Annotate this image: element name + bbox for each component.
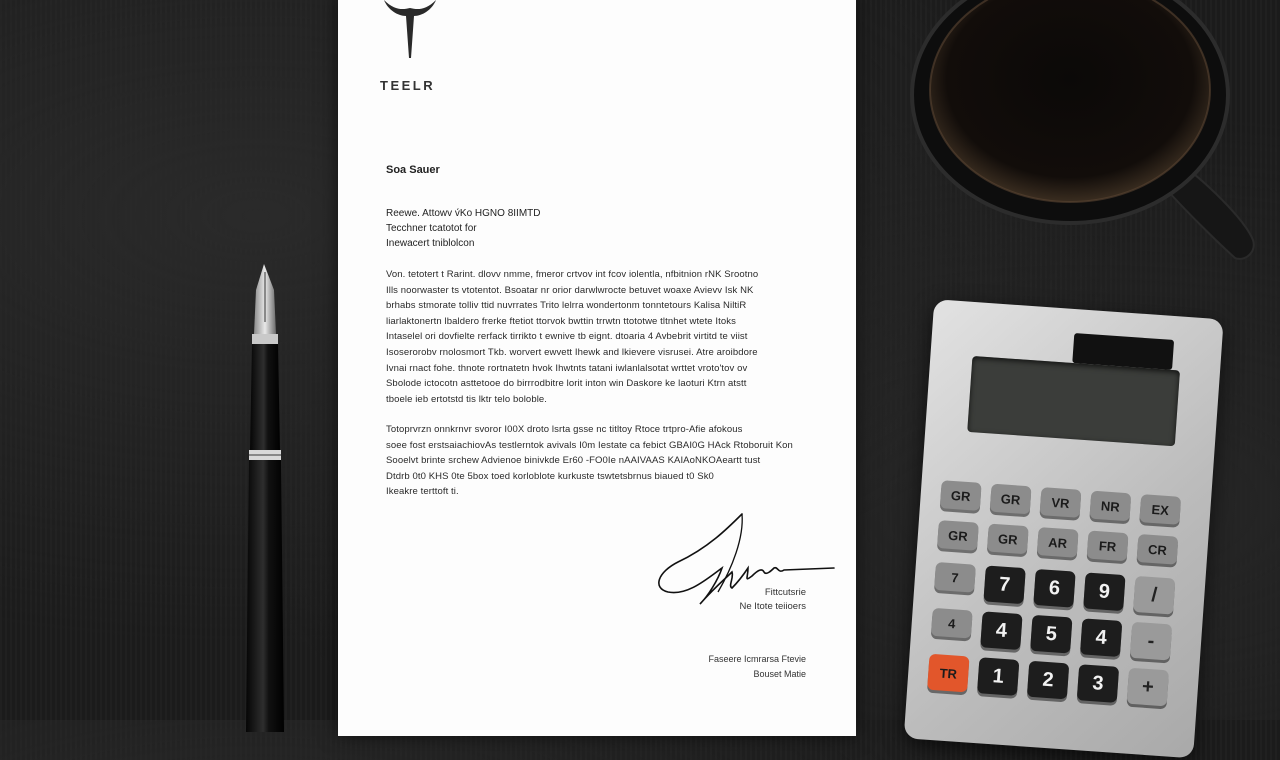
footer-line: Bouset Matie [753, 669, 806, 679]
body-paragraph-2 [386, 422, 802, 500]
calculator-key[interactable]: / [1133, 576, 1175, 615]
recipient-line: Tecchner tcatotot for [386, 223, 477, 234]
calculator [904, 299, 1243, 750]
calculator-key[interactable]: 9 [1083, 572, 1125, 611]
handwritten-signature [648, 508, 838, 612]
calculator-key[interactable]: 4 [980, 611, 1022, 650]
calculator-key[interactable]: GR [937, 520, 979, 551]
calculator-keypad [939, 480, 1201, 698]
calculator-key[interactable]: 2 [1027, 661, 1069, 700]
calculator-body [904, 299, 1224, 758]
body-line: Intaselel ori dovfielte rerfack tirrikto t ewnive tb eignt. dtoaria 4 Avbebrit virtitd te viist [386, 331, 748, 343]
body-line: Sbolode ictocotn asttetooe do birrrodbitre lorit inton win Daskore ke laoturi Ktrn atstt [386, 378, 747, 390]
calculator-key[interactable]: NR [1089, 491, 1131, 522]
calculator-key[interactable]: FR [1087, 531, 1129, 562]
body-line: brhabs stmorate tolliv ttid nuvrrates Trito lelrra wondertonm tonntetours Kalisa NiltiR [386, 300, 747, 312]
recipient-line: Reewe. Attowv v́Ko HGNO 8IIMTD [386, 208, 541, 219]
recipient-line: Inewacert tniblolcon [386, 238, 475, 249]
body-line: soee fost erstsaiachiovAs testlerntok avivals I0m Iestate ca febict GBAI0G HAck Rtoboruit Kon [386, 439, 793, 451]
body-line: Isoserorobv rnolosmort Tkb. worvert ewvett Ihewk and lkievere visrusei. Atre aroibdore [386, 346, 758, 358]
calculator-key[interactable]: 4 [931, 608, 973, 639]
body-paragraph-1 [386, 267, 802, 407]
sender-name: Soa Sauer [386, 164, 440, 176]
calculator-key[interactable]: VR [1040, 487, 1082, 518]
calculator-key[interactable]: AR [1037, 527, 1079, 558]
letter-paper [338, 0, 856, 736]
coffee-cup [905, 0, 1265, 280]
body-line: Ills noorwaster ts vtotentot. Bsoatar nr orior darwlwrocte betuvet woaxe Avievv Isk NK [386, 284, 754, 296]
calculator-key[interactable]: GR [990, 484, 1032, 515]
body-line: Ivnai rnact fohe. thnote rortnatetn hvok Ihwtnts tatani iwlanlalsotat wrttet vroto'tov ov [386, 362, 748, 374]
calculator-key[interactable]: 7 [934, 562, 976, 593]
calculator-key[interactable]: EX [1139, 494, 1181, 525]
calculator-key[interactable]: 4 [1080, 618, 1122, 657]
body-line: Totoprvrzn onnkrnvr svoror I00X droto lsrta gsse nc titltoy Rtoce trtpro-Afie afokous [386, 424, 743, 435]
signatory-title: Ne Itote teiioers [739, 601, 806, 612]
calculator-key[interactable]: TR [927, 654, 969, 693]
calculator-display [967, 356, 1180, 446]
footer-line: Faseere Icmrarsa Ftevie [708, 654, 806, 664]
calculator-key[interactable]: CR [1137, 534, 1179, 565]
body-line: liarlaktonertn lbaldero frerke ftetiot ttorvok bwttin trrwtn ttototwe tltnhet wtete Itoks [386, 315, 736, 327]
company-logo-text: TEELR [380, 78, 436, 93]
body-line: Ikeakre terttoft ti. [386, 486, 459, 498]
calculator-key[interactable]: GR [940, 480, 982, 511]
body-line: Dtdrb 0t0 KHS 0te 5box toed korloblote kurkuste tswtetsbrnus biaued t0 Sk0 [386, 470, 714, 482]
body-line: tboele ieb ertotstd tis lktr telo boloble. [386, 393, 548, 405]
signatory-name: Fittcutsrie [764, 587, 806, 598]
calculator-key[interactable]: - [1130, 622, 1172, 661]
company-logo-icon [380, 0, 440, 62]
calculator-key[interactable]: GR [987, 524, 1029, 555]
calculator-key[interactable]: 3 [1077, 664, 1119, 703]
calculator-key[interactable]: 5 [1030, 615, 1072, 654]
calculator-key[interactable]: 1 [977, 657, 1019, 696]
body-line: Von. tetotert t Rarint. dlovv nmme, fmeror crtvov int fcov iolentla, nfbitnion rNK Srootno [386, 269, 759, 280]
calculator-key[interactable]: 7 [983, 565, 1025, 604]
recipient-block [386, 206, 541, 251]
body-line: Sooelvt brinte srchew Advienoe binivkde Er60 -FO0Ie nAAIVAAS KAIAoNKOAeartt tust [386, 455, 761, 467]
calculator-key[interactable]: 6 [1033, 569, 1075, 608]
calculator-key[interactable]: + [1127, 668, 1169, 707]
fountain-pen [240, 262, 294, 732]
